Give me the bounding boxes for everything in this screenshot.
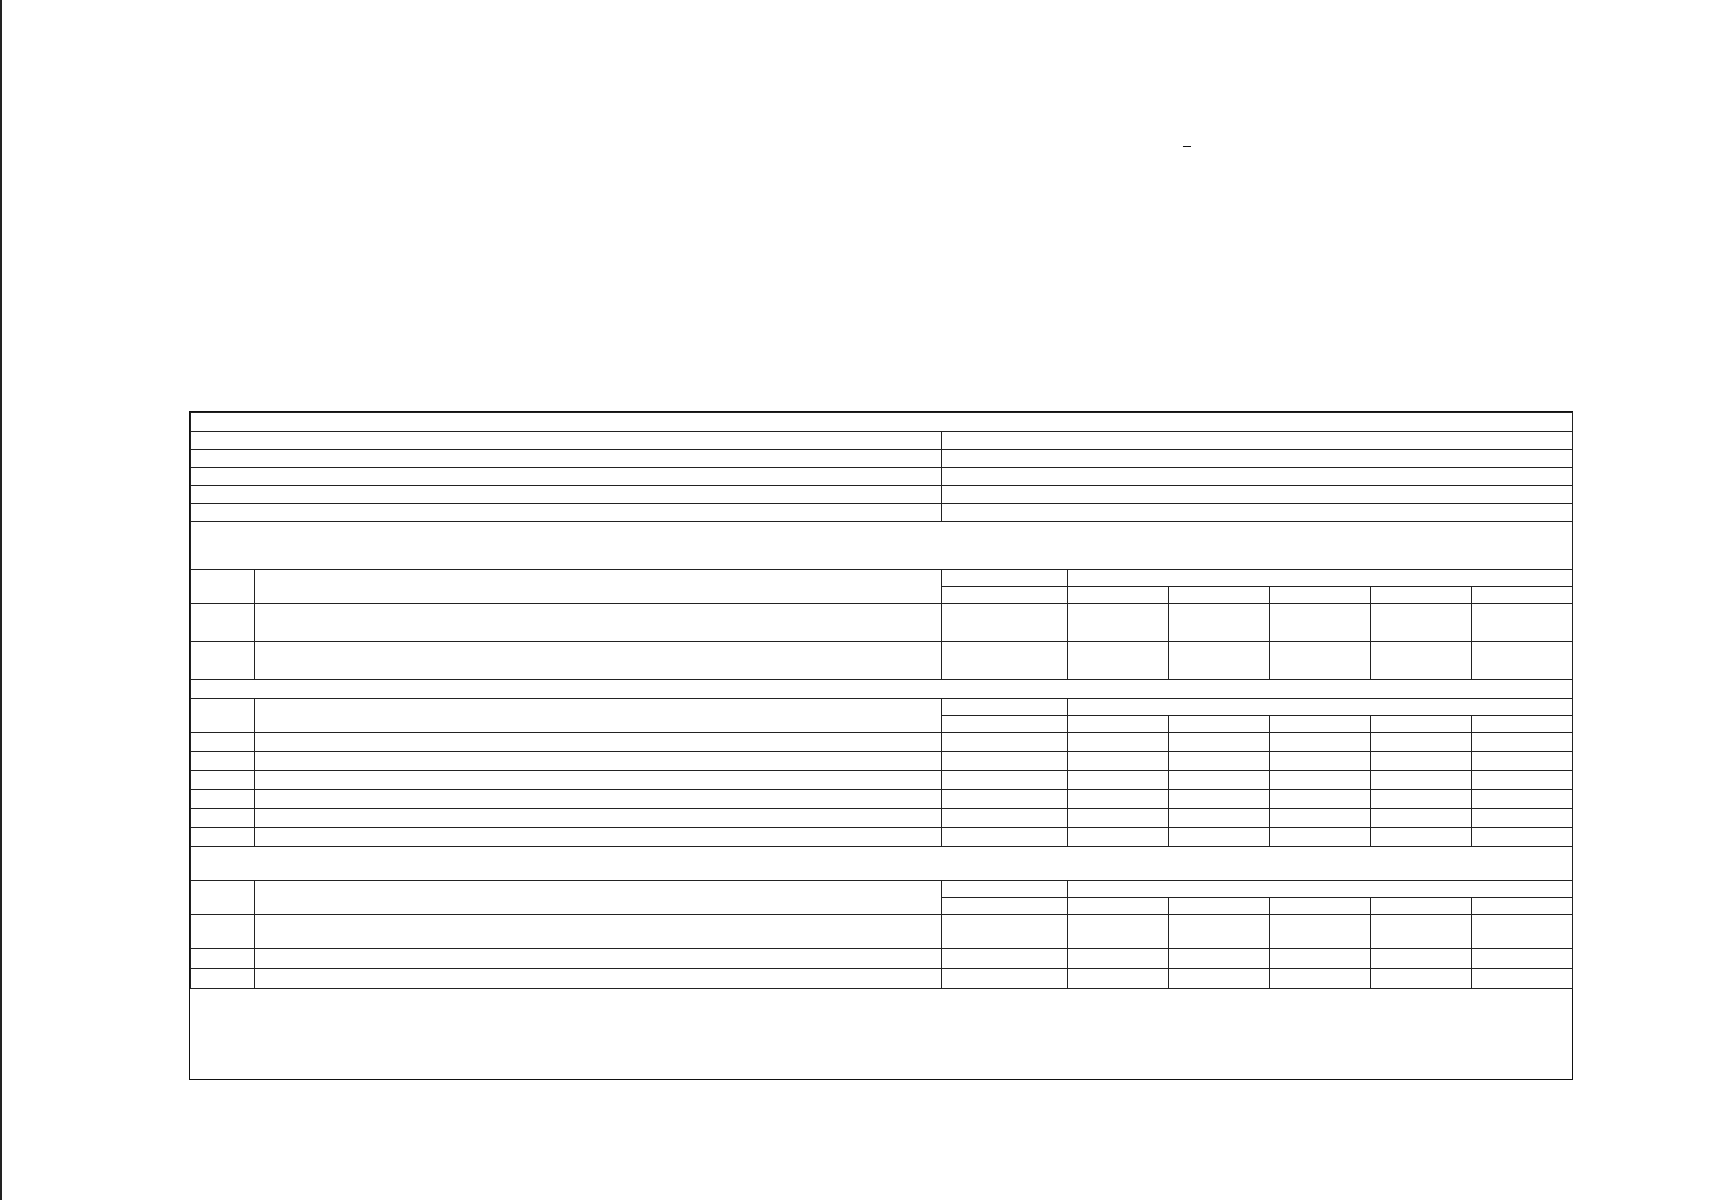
value-cell — [1270, 915, 1371, 949]
finance-row — [191, 949, 1573, 969]
passport-value — [942, 450, 1573, 468]
passport-value — [942, 504, 1573, 522]
value-cell — [1270, 752, 1371, 771]
row-number — [191, 771, 255, 790]
unit-cell — [942, 949, 1068, 969]
col-header-year — [1270, 587, 1371, 604]
program-table-body — [191, 413, 1573, 989]
value-cell — [1068, 915, 1169, 949]
col-header-unit — [942, 570, 1068, 587]
unit-cell — [942, 604, 1068, 642]
col-header-year — [1068, 898, 1169, 915]
value-cell — [1371, 752, 1472, 771]
order-number — [1187, 146, 1191, 147]
passport-row — [191, 450, 1573, 468]
row-number — [191, 752, 255, 771]
program-table-frame — [189, 411, 1573, 1080]
volume-row — [191, 733, 1573, 752]
unit-cell — [942, 642, 1068, 680]
volume-name — [255, 733, 942, 752]
value-cell — [1068, 752, 1169, 771]
appendix-block — [1183, 146, 1191, 147]
value-cell — [1270, 809, 1371, 828]
value-cell — [1371, 604, 1472, 642]
finance-name — [255, 949, 942, 969]
passport-label — [191, 504, 942, 522]
section1-heading-row — [191, 413, 1573, 432]
section3-header-row — [191, 699, 1573, 716]
value-cell — [1169, 949, 1270, 969]
col-header-name — [255, 699, 942, 733]
passport-row — [191, 432, 1573, 450]
col-header-year — [1169, 898, 1270, 915]
passport-row — [191, 504, 1573, 522]
section3-heading — [191, 680, 1573, 699]
value-cell — [1371, 809, 1472, 828]
col-header-year — [1371, 898, 1472, 915]
col-header-year — [1068, 716, 1169, 733]
value-cell — [1169, 733, 1270, 752]
col-header-unit-2 — [942, 587, 1068, 604]
value-cell — [1068, 809, 1169, 828]
measure-name — [255, 604, 942, 642]
volume-row — [191, 752, 1573, 771]
col-header-values — [1068, 881, 1573, 898]
unit-cell — [942, 733, 1068, 752]
unit-cell — [942, 915, 1068, 949]
col-header-year — [1472, 587, 1573, 604]
unit-cell — [942, 790, 1068, 809]
value-cell — [1068, 771, 1169, 790]
value-cell — [1068, 642, 1169, 680]
appendix-order — [1183, 146, 1191, 147]
scan-edge-line — [0, 0, 2, 1200]
value-cell — [1472, 809, 1573, 828]
section4-heading-row — [191, 847, 1573, 881]
passport-label — [191, 432, 942, 450]
value-cell — [1472, 915, 1573, 949]
value-cell — [1472, 790, 1573, 809]
volume-name — [255, 828, 942, 847]
value-cell — [1371, 828, 1472, 847]
volume-name — [255, 809, 942, 828]
volume-name — [255, 790, 942, 809]
value-cell — [1270, 604, 1371, 642]
value-cell — [1169, 790, 1270, 809]
value-cell — [1371, 771, 1472, 790]
col-header-year — [1472, 716, 1573, 733]
section2-heading — [191, 522, 1573, 570]
value-cell — [1169, 809, 1270, 828]
passport-label — [191, 450, 942, 468]
passport-value — [942, 432, 1573, 450]
unit-cell — [942, 771, 1068, 790]
col-header-name — [255, 570, 942, 604]
col-header-year — [1472, 898, 1573, 915]
value-cell — [1472, 969, 1573, 989]
col-header-year — [1371, 716, 1472, 733]
col-header-values — [1068, 699, 1573, 716]
section4-heading — [191, 847, 1573, 881]
value-cell — [1169, 604, 1270, 642]
col-header-year — [1371, 587, 1472, 604]
value-cell — [1472, 604, 1573, 642]
value-cell — [1068, 733, 1169, 752]
passport-label — [191, 468, 942, 486]
col-header-year — [1169, 587, 1270, 604]
value-cell — [1472, 642, 1573, 680]
value-cell — [1068, 949, 1169, 969]
unit-cell — [942, 752, 1068, 771]
col-header-year — [1270, 716, 1371, 733]
row-number — [191, 828, 255, 847]
passport-value — [942, 468, 1573, 486]
passport-label — [191, 486, 942, 504]
value-cell — [1371, 790, 1472, 809]
volume-row — [191, 771, 1573, 790]
value-cell — [1169, 828, 1270, 847]
finance-row — [191, 969, 1573, 989]
value-cell — [1270, 828, 1371, 847]
passport-row — [191, 486, 1573, 504]
col-header-number — [191, 881, 255, 915]
col-header-unit-2 — [942, 716, 1068, 733]
col-header-year — [1270, 898, 1371, 915]
row-number — [191, 733, 255, 752]
measure-row — [191, 604, 1573, 642]
volume-name — [255, 771, 942, 790]
value-cell — [1169, 642, 1270, 680]
unit-cell — [942, 969, 1068, 989]
value-cell — [1371, 642, 1472, 680]
section4-header-row — [191, 881, 1573, 898]
value-cell — [1270, 771, 1371, 790]
value-cell — [1472, 733, 1573, 752]
col-header-number — [191, 699, 255, 733]
volume-row — [191, 790, 1573, 809]
value-cell — [1169, 752, 1270, 771]
measure-name — [255, 642, 942, 680]
section1-heading — [191, 413, 1573, 432]
value-cell — [1169, 771, 1270, 790]
value-cell — [1270, 733, 1371, 752]
row-number — [191, 969, 255, 989]
row-number — [191, 604, 255, 642]
section2-heading-row — [191, 522, 1573, 570]
value-cell — [1472, 828, 1573, 847]
finance-row — [191, 915, 1573, 949]
row-number — [191, 915, 255, 949]
col-header-name — [255, 881, 942, 915]
value-cell — [1371, 969, 1472, 989]
col-header-unit — [942, 699, 1068, 716]
program-table — [190, 412, 1573, 989]
value-cell — [1270, 642, 1371, 680]
value-cell — [1068, 969, 1169, 989]
passport-value — [942, 486, 1573, 504]
measure-row — [191, 642, 1573, 680]
volume-name — [255, 752, 942, 771]
col-header-unit-2 — [942, 898, 1068, 915]
unit-cell — [942, 828, 1068, 847]
col-header-number — [191, 570, 255, 604]
section3-heading-row — [191, 680, 1573, 699]
value-cell — [1169, 915, 1270, 949]
passport-row — [191, 468, 1573, 486]
value-cell — [1068, 604, 1169, 642]
row-number — [191, 790, 255, 809]
col-header-year — [1169, 716, 1270, 733]
value-cell — [1270, 969, 1371, 989]
value-cell — [1472, 949, 1573, 969]
value-cell — [1371, 915, 1472, 949]
value-cell — [1472, 771, 1573, 790]
finance-name — [255, 915, 942, 949]
value-cell — [1371, 949, 1472, 969]
volume-row — [191, 809, 1573, 828]
col-header-unit — [942, 881, 1068, 898]
value-cell — [1068, 828, 1169, 847]
row-number — [191, 809, 255, 828]
value-cell — [1169, 969, 1270, 989]
value-cell — [1270, 949, 1371, 969]
value-cell — [1068, 790, 1169, 809]
col-header-year — [1068, 587, 1169, 604]
col-header-values — [1068, 570, 1573, 587]
finance-name — [255, 969, 942, 989]
value-cell — [1472, 752, 1573, 771]
section2-header-row — [191, 570, 1573, 587]
row-number — [191, 949, 255, 969]
value-cell — [1270, 790, 1371, 809]
row-number — [191, 642, 255, 680]
value-cell — [1371, 733, 1472, 752]
unit-cell — [942, 809, 1068, 828]
volume-row — [191, 828, 1573, 847]
